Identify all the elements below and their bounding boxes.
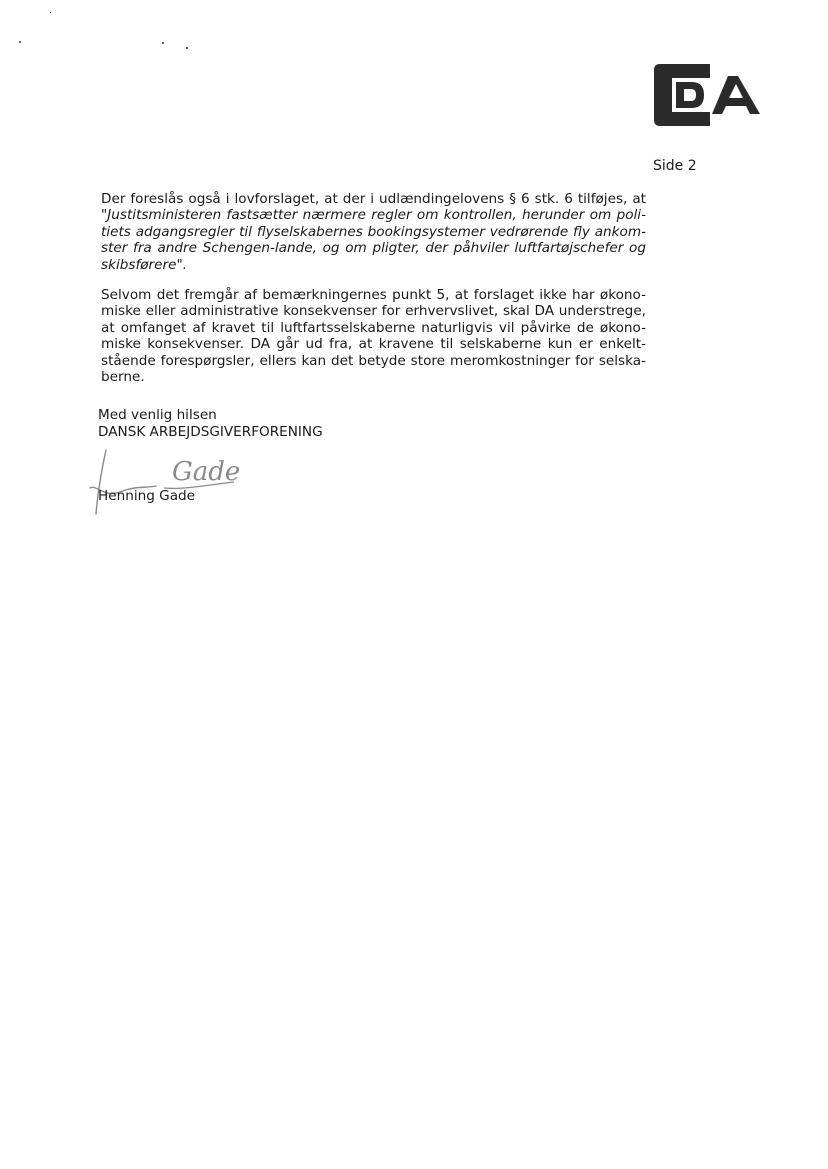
handwritten-signature	[84, 448, 244, 518]
scan-speck	[50, 12, 51, 13]
logo-letter-d	[676, 82, 704, 108]
paragraph-2: Selvom det fremgår af bemærkningernes punkt 5, at forslaget ikke har økono-miske eller administrative konsekvenser for erhvervslivet, skal DA understrege, at omfanget af kravet til luftfartsselskaberne naturligvis vil påvirke de økono-miske konsekvenser. DA går ud fra, at kravene til selskaberne kun er enkelt-stående forespørgsler, ellers kan det betyde store meromkostninger for selska-berne.	[101, 287, 646, 386]
page-number: Side 2	[653, 158, 697, 174]
scan-speck	[162, 42, 164, 44]
greeting: Med venlig hilsen	[98, 407, 217, 423]
paragraph-1-lead: Der foreslås også i lovforslaget, at der i udlændingelovens § 6 stk. 6 tilføjes, at	[101, 191, 646, 207]
signature-stroke	[90, 450, 156, 514]
signature-script: Gade	[172, 457, 241, 487]
organization-name: DANSK ARBEJDSGIVERFORENING	[98, 424, 323, 440]
paragraph-1-quote: "Justitsministeren fastsætter nærmere regler om kontrollen, herunder om poli-tiets adgangsregler til flyselskabernes bookingsystemer vedrørende fly ankom-ster fra andre Schengen-lande, og om pligter, der påhviler luftfartøjschefer og skibsførere".	[101, 207, 646, 273]
scan-speck	[19, 41, 21, 43]
signer-name: Henning Gade	[98, 488, 196, 504]
scan-speck	[186, 47, 188, 49]
da-logo	[652, 62, 764, 128]
closing-block	[98, 407, 323, 441]
letter-body	[101, 191, 646, 399]
paragraph-1	[101, 191, 646, 273]
logo-letter-a	[712, 76, 760, 114]
